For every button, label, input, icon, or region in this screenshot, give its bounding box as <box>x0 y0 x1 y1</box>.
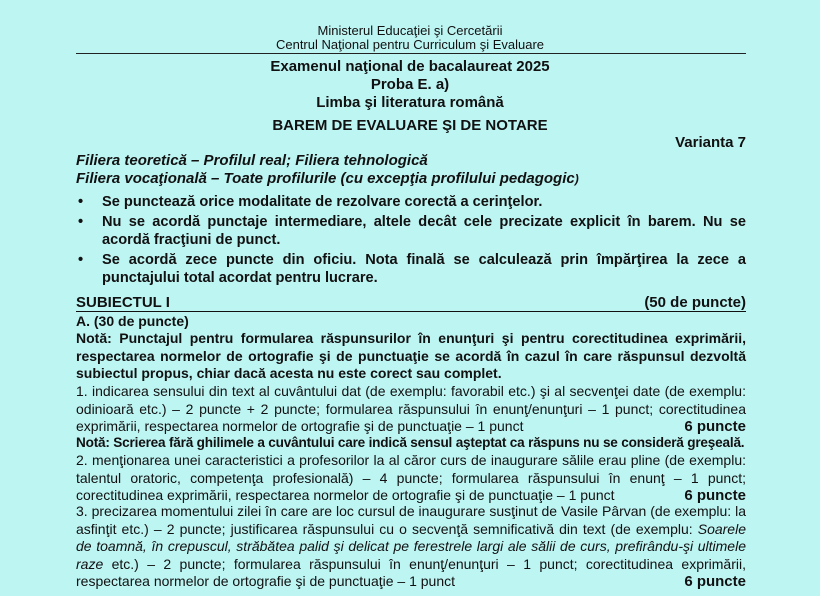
rule-item <box>76 193 746 211</box>
proba-title: Proba E. a) <box>370 76 450 93</box>
item-1-text: 1. indicarea sensului din text al cuvântului dat (de exemplu: favorabil etc.) şi al secvenţei date (de exemplu: odinioară etc.) – 2 puncte + 2 puncte; formularea răspunsului în enunţ/enunţuri – 1 punct; corectitudinea exprimării, respectarea normelor de ortografie şi de punctuaţie – 1 punct <box>76 383 746 434</box>
header-divider <box>76 53 746 54</box>
item-2 <box>76 452 746 505</box>
barem-title: BAREM DE EVALUARE ŞI DE NOTARE <box>272 117 548 134</box>
subiect-heading <box>76 294 746 312</box>
section-a-heading: A. (30 de puncte) <box>76 313 189 329</box>
item-1-note: Notă: Scrierea fără ghilimele a cuvântului care indică sensul aşteptat ca răspuns nu se consideră greşeală. <box>76 435 745 450</box>
general-rules-list <box>76 193 746 289</box>
item-2-text: 2. menţionarea unei caracteristici a profesorilor la al căror curs de inaugurare sălile erau pline (de exemplu: talentul oratoric, competenţa profesională) – 4 puncte; formularea răspunsului în enunţ – 1 punct; corectitudinea exprimării, respectarea normelor de ortografie şi de punctuaţie – 1 punct <box>76 452 746 503</box>
subiect-label: SUBIECTUL I <box>76 294 170 311</box>
filiera-line-2 <box>76 170 579 188</box>
filiera-line-2-text: Filiera vocaţională – Toate profilurile (cu excepţia profilului pedagogic <box>76 170 575 187</box>
bullet-icon: • <box>78 194 84 210</box>
general-note: Notă: Punctajul pentru formularea răspunsurilor în enunţuri şi pentru corectitudinea exprimării, respectarea normelor de ortografie şi de punctuaţie se acordă în cazul în care răspunsul dezvoltă subiectul propus, chiar dacă acesta nu este corect sau complet. <box>76 330 746 381</box>
rule-text: Se punctează orice modalitate de rezolvare corectă a cerinţelor. <box>102 194 543 210</box>
item-3-quote: Soarele de toamnă, în crepuscul, străbătea palid şi delicat pe ferestrele largi ale sălii de curs, prefirându-şi ultimele raze <box>76 520 746 572</box>
rule-item <box>76 251 746 287</box>
item-1 <box>76 383 746 436</box>
item-3-points: 6 puncte <box>684 573 746 590</box>
subiect-points: (50 de puncte) <box>644 294 746 311</box>
bullet-icon: • <box>78 252 84 268</box>
bullet-icon: • <box>78 214 84 230</box>
exam-title: Examenul naţional de bacalaureat 2025 <box>270 58 550 75</box>
filiera-line-1: Filiera teoretică – Profilul real; Filiera tehnologică <box>76 152 428 169</box>
item-3 <box>76 503 746 591</box>
ministry-header: Ministerul Educaţiei şi Cercetării <box>317 23 503 38</box>
rule-text: Nu se acordă punctaje intermediare, altele decât cele precizate explicit în barem. Nu se acordă fracţiuni de punct. <box>102 214 746 248</box>
rule-item <box>76 213 746 249</box>
variant-label: Varianta 7 <box>675 134 746 151</box>
rule-text: Se acordă zece puncte din oficiu. Nota finală se calculează prin împărţirea la zece a punctajului total acordat pentru lucrare. <box>102 252 746 286</box>
filiera-line-2-end: ) <box>574 172 579 186</box>
item-3-text-after: etc.) – 2 puncte; formularea răspunsului în enunţ/enunţuri – 1 punct; corectitudinea exprimării, respectarea normelor de ortografie şi de punctuaţie – 1 punct <box>76 555 746 589</box>
item-3-text-before: 3. precizarea momentului zilei în care are loc cursul de inaugurare susţinut de Vasile Pârvan (de exemplu: la asfinţit etc.) – 2 puncte; justificarea răspunsului cu o secvenţă semnificativă din text (de exemplu: <box>76 503 746 537</box>
item-1-points: 6 puncte <box>684 418 746 435</box>
subject-title: Limba şi literatura română <box>316 94 504 111</box>
center-header: Centrul Naţional pentru Curriculum şi Evaluare <box>275 37 545 52</box>
item-2-points: 6 puncte <box>684 487 746 504</box>
